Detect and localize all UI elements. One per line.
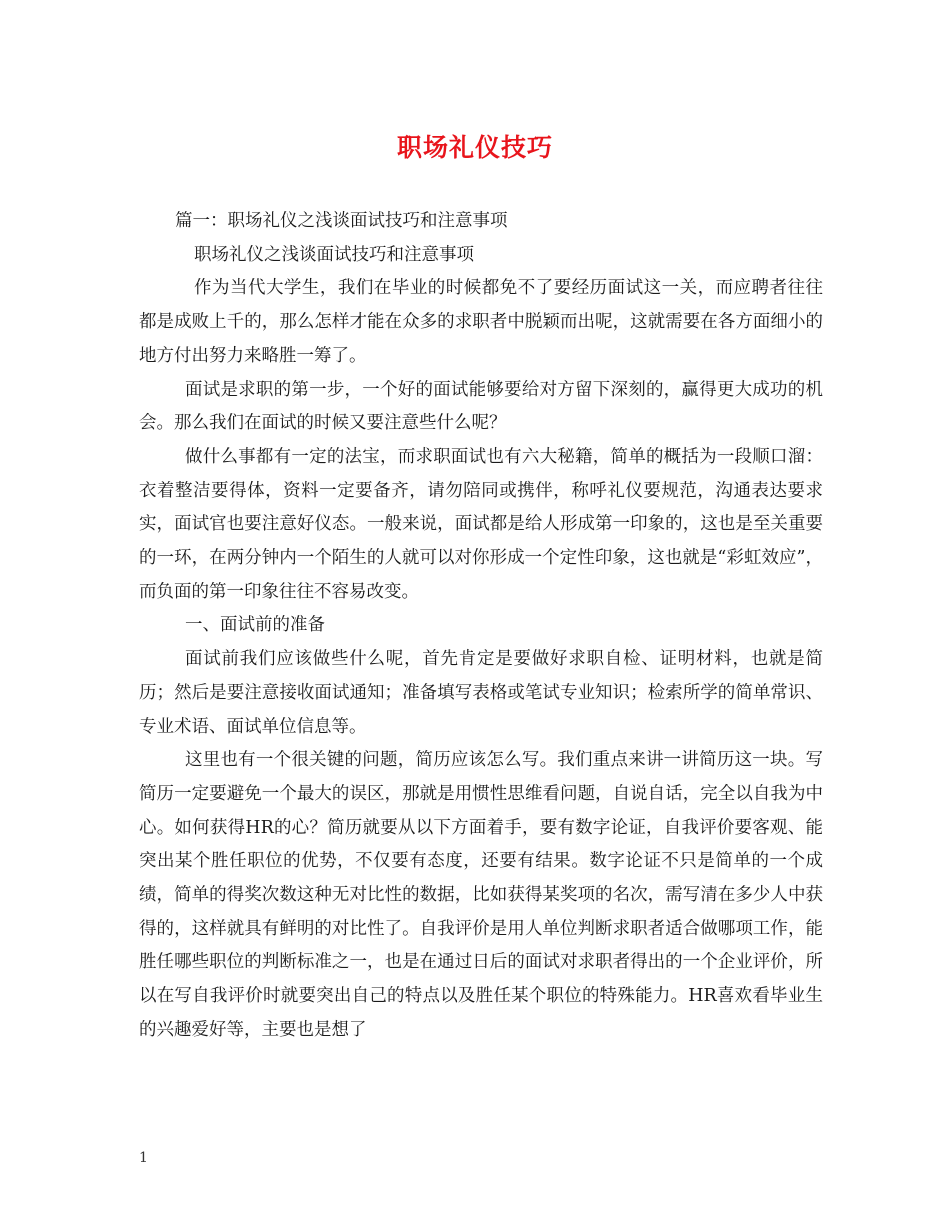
paragraph: 面试前我们应该做些什么呢，首先肯定是要做好求职自检、证明材料，也就是简历；然后是要注意接收面试通知；准备填写表格或笔试专业知识；检索所学的简单常识、专业术语、面试单位信息等。 [139,649,823,737]
paragraph: 做什么事都有一定的法宝，而求职面试也有六大秘籍，简单的概括为一段顺口溜：衣着整洁要得体，资料一定要备齐，请勿陪同或携伴，称呼礼仪要规范，沟通表达要求实，面试官也要注意好仪态。一般来说，面试都是给人形成第一印象的，这也是至关重要的一环，在两分钟内一个陌生的人就可以对你形成一个定性印象，这也就是“彩虹效应”，而负面的第一印象往往不容易改变。 [139,446,823,602]
paragraph: 面试是求职的第一步，一个好的面试能够要给对方留下深刻的，赢得更大成功的机会。那么我们在面试的时候又要注意些什么呢？ [139,379,823,434]
subsection-heading: 一、面试前的准备 [185,615,325,636]
paragraph: 这里也有一个很关键的问题，简历应该怎么写。我们重点来讲一讲简历这一块。写简历一定要避免一个最大的误区，那就是用惯性思维看问题，自说自话，完全以自我为中心。如何获得HR的心？简历就要从以下方面着手，要有数字论证，自我评价要客观、能突出某个胜任职位的优势，不仅要有态度，还要有结果。数字论证不只是简单的一个成绩，简单的得奖次数这种无对比性的数据，比如获得某奖项的名次，需写清在多少人中获得的，这样就具有鲜明的对比性了。自我评价是用人单位判断求职者适合做哪项工作，能胜任哪些职位的判断标准之一，也是在通过日后的面试对求职者得出的一个企业评价，所以在写自我评价时就要突出自己的特点以及胜任某个职位的特殊能力。HR喜欢看毕业生的兴趣爱好等，主要也是想了 [139,750,823,1040]
paragraph: 作为当代大学生，我们在毕业的时候都免不了要经历面试这一关，而应聘者往往都是成败上千的，那么怎样才能在众多的求职者中脱颖而出呢，这就需要在各方面细小的地方付出努力来略胜一筹了。 [139,278,823,366]
article-subtitle: 职场礼仪之浅谈面试技巧和注意事项 [194,244,474,265]
document-title: 职场礼仪技巧 [396,133,553,162]
document-body [139,205,823,1048]
page-number: 1 [139,1150,148,1166]
section-heading: 篇一：职场礼仪之浅谈面试技巧和注意事项 [175,211,508,231]
